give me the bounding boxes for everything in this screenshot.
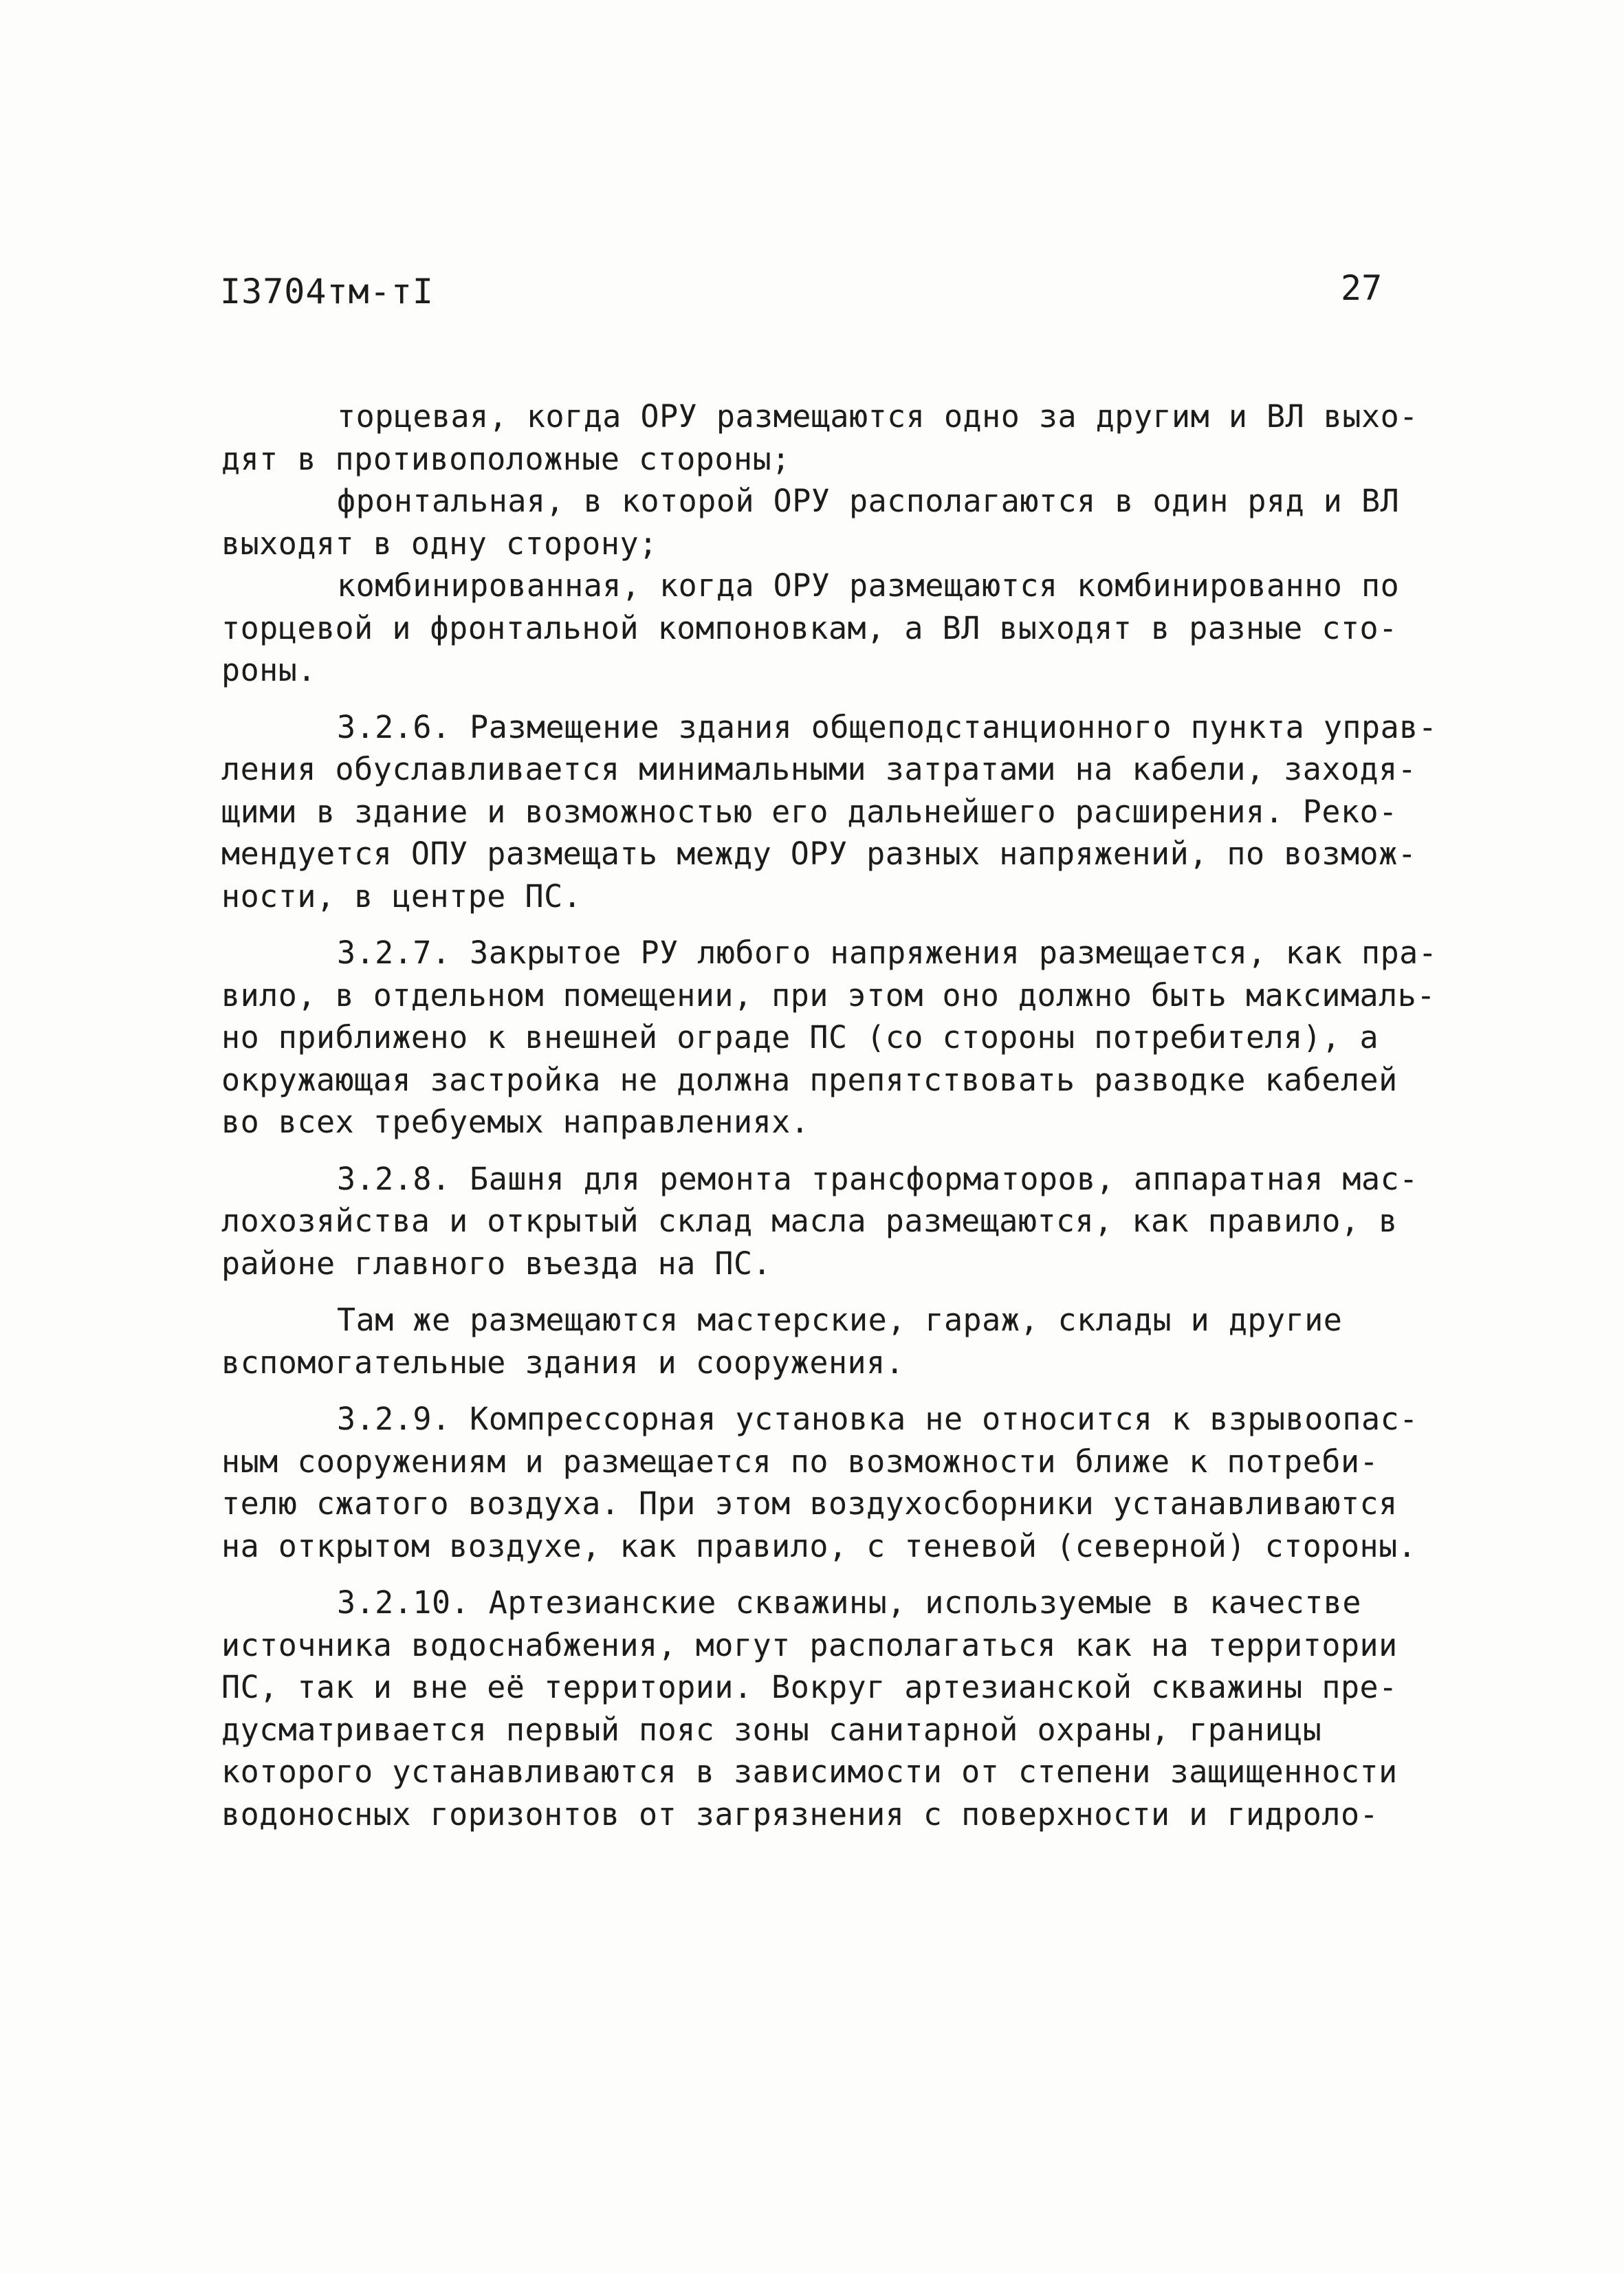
paragraph-3-2-6 [221,706,1438,918]
text-line: мендуется ОПУ размещать между ОРУ разных напряжений, по возмож- [221,835,1417,872]
text-line: торцевой и фронтальной компоновкам, а ВЛ выходят в разные сто- [221,609,1398,646]
paragraph-substation-layouts [221,395,1418,692]
body-text [221,395,1438,1850]
text-line: Там же размещаются мастерские, гараж, склады и другие [337,1302,1343,1338]
text-line: районе главного въезда на ПС. [221,1245,772,1282]
text-line: которого устанавливаются в зависимости от степени защищенности [221,1753,1398,1790]
text-line: роны. [221,652,316,688]
text-line: 3.2.8. Башня для ремонта трансформаторов, аппаратная мас- [337,1160,1418,1197]
text-line: комбинированная, когда ОРУ размещаются комбинированно по [337,567,1400,604]
text-line: ности, в центре ПС. [221,877,582,915]
paragraph-3-2-7 [221,932,1438,1144]
text-line: водоносных горизонтов от загрязнения с поверхности и гидроло- [221,1795,1379,1833]
text-line: вило, в отдельном помещении, при этом оно должно быть максималь- [221,976,1436,1014]
paragraph-3-2-8-continued [221,1299,1411,1384]
text-line: 3.2.6. Размещение здания общеподстанционного пункта управ- [337,708,1438,745]
text-line: 3.2.9. Компрессорная установка не относится к взрывоопас- [337,1401,1418,1437]
text-line: окружающая застройка не должна препятствовать разводке кабелей [221,1061,1398,1098]
text-line: во всех требуемых направлениях. [221,1104,810,1140]
text-line: на открытом воздухе, как правило, с теневой (северной) стороны. [221,1527,1417,1564]
text-line: лохозяйства и открытый склад масла размещаются, как правило, в [221,1203,1398,1239]
text-line: 3.2.7. Закрытое РУ любого напряжения размещается, как пра- [337,934,1438,971]
text-line: дят в противоположные стороны; [221,440,791,477]
text-line: торцевая, когда ОРУ размещаются одно за другим и ВЛ выхо- [337,398,1418,435]
text-line: выходят в одну сторону; [221,525,658,562]
text-line: источника водоснабжения, могут располагаться как на территории [221,1626,1398,1663]
text-line: ления обуславливается минимальными затратами на кабели, заходя- [221,751,1417,787]
text-line: ным сооружениям и размещается по возможности ближе к потреби- [221,1443,1379,1480]
text-line: ПС, так и вне её территории. Вокруг артезианской скважины пре- [221,1669,1398,1705]
document-code: I3704тм-тI [220,272,435,311]
page-number: 27 [1341,268,1383,308]
text-line: щими в здание и возможностью его дальнейшего расширения. Реко- [221,793,1398,830]
text-line: телю сжатого воздуха. При этом воздухосборники устанавливаются [221,1485,1398,1522]
paragraph-3-2-10 [221,1582,1411,1835]
text-line: но приближено к внешней ограде ПС (со стороны потребителя), а [221,1019,1379,1056]
text-line: фронтальная, в которой ОРУ располагаются в один ряд и ВЛ [337,483,1400,519]
paragraph-3-2-9 [221,1398,1418,1567]
text-line: дусматривается первый пояс зоны санитарной охраны, границы [221,1711,1322,1748]
text-line: вспомогательные здания и сооружения. [221,1344,905,1381]
paragraph-3-2-8 [221,1158,1418,1285]
text-line: 3.2.10. Артезианские скважины, используемые в качестве [337,1584,1361,1621]
